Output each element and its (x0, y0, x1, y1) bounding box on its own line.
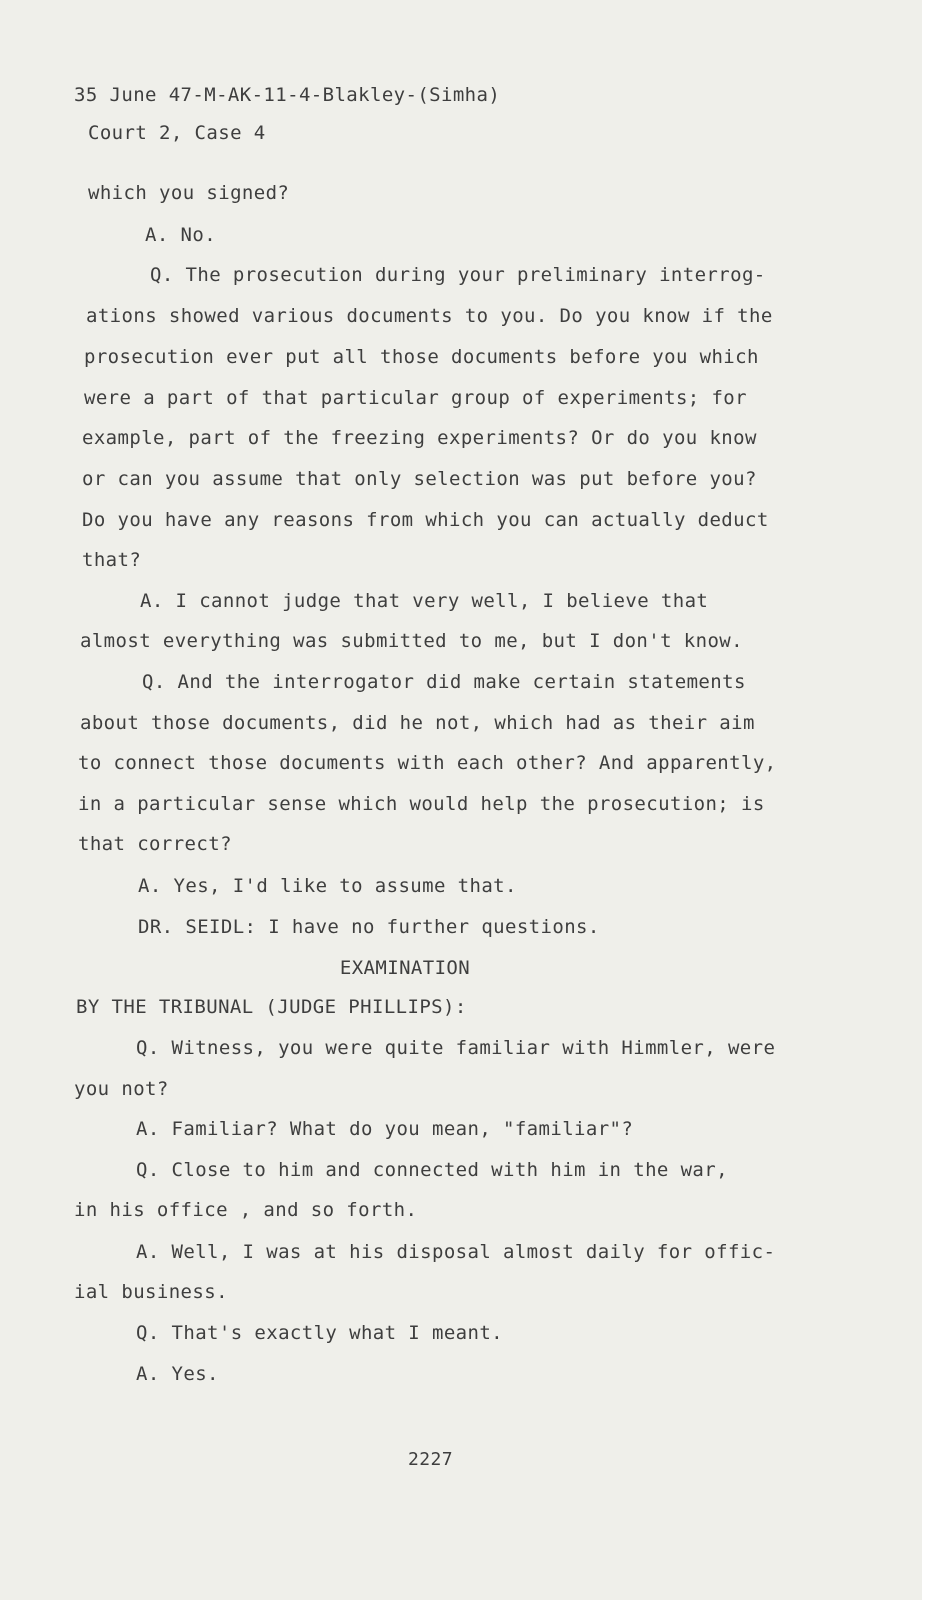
text-line: to connect those documents with each other? And apparently, (78, 752, 777, 774)
answer-line: A. Well, I was at his disposal almost daily for offic- (136, 1241, 776, 1263)
text-line: were a part of that particular group of experiments; for (84, 387, 747, 409)
question-line: Q. The prosecution during your preliminary interrog- (150, 264, 766, 286)
text-line: which you signed? (88, 182, 290, 204)
text-line: almost everything was submitted to me, but I don't know. (80, 630, 743, 652)
text-line: or can you assume that only selection was put before you? (82, 468, 757, 490)
page-number: 2227 (408, 1449, 453, 1470)
question-line: Q. Witness, you were quite familiar with Himmler, were (136, 1037, 776, 1059)
question-line: Q. Close to him and connected with him in the war, (136, 1159, 728, 1181)
section-subheading: BY THE TRIBUNAL (JUDGE PHILLIPS): (76, 996, 467, 1018)
text-line: in a particular sense which would help the prosecution; is (78, 793, 765, 815)
text-line: about those documents, did he not, which had as their aim (80, 712, 755, 734)
text-line: Do you have any reasons from which you can actually deduct (82, 509, 769, 531)
answer-line: A. Yes, I'd like to assume that. (138, 875, 517, 897)
text-line: prosecution ever put all those documents before you which (84, 346, 759, 368)
text-line: that correct? (78, 833, 232, 855)
section-heading: EXAMINATION (339, 957, 471, 979)
text-line: that? (82, 549, 142, 571)
text-line: in his office , and so forth. (74, 1199, 418, 1221)
text-line: you not? (74, 1078, 169, 1100)
answer-line: A. Familiar? What do you mean, "familiar"? (136, 1118, 634, 1140)
question-line: Q. That's exactly what I meant. (136, 1322, 504, 1344)
text-line: ations showed various documents to you. Do you know if the (86, 305, 773, 327)
answer-line: A. I cannot judge that very well, I believe that (140, 590, 709, 612)
speaker-line: DR. SEIDL: I have no further questions. (138, 916, 600, 938)
text-line: example, part of the freezing experiments? Or do you know (82, 427, 757, 449)
answer-line: A. No. (145, 224, 217, 246)
question-line: Q. And the interrogator did make certain statements (142, 671, 746, 693)
text-line: ial business. (74, 1281, 228, 1303)
header-line: 35 June 47-M-AK-11-4-Blakley-(Simha) (74, 84, 501, 106)
court-case-line: Court 2, Case 4 (88, 122, 266, 144)
answer-line: A. Yes. (136, 1363, 219, 1385)
